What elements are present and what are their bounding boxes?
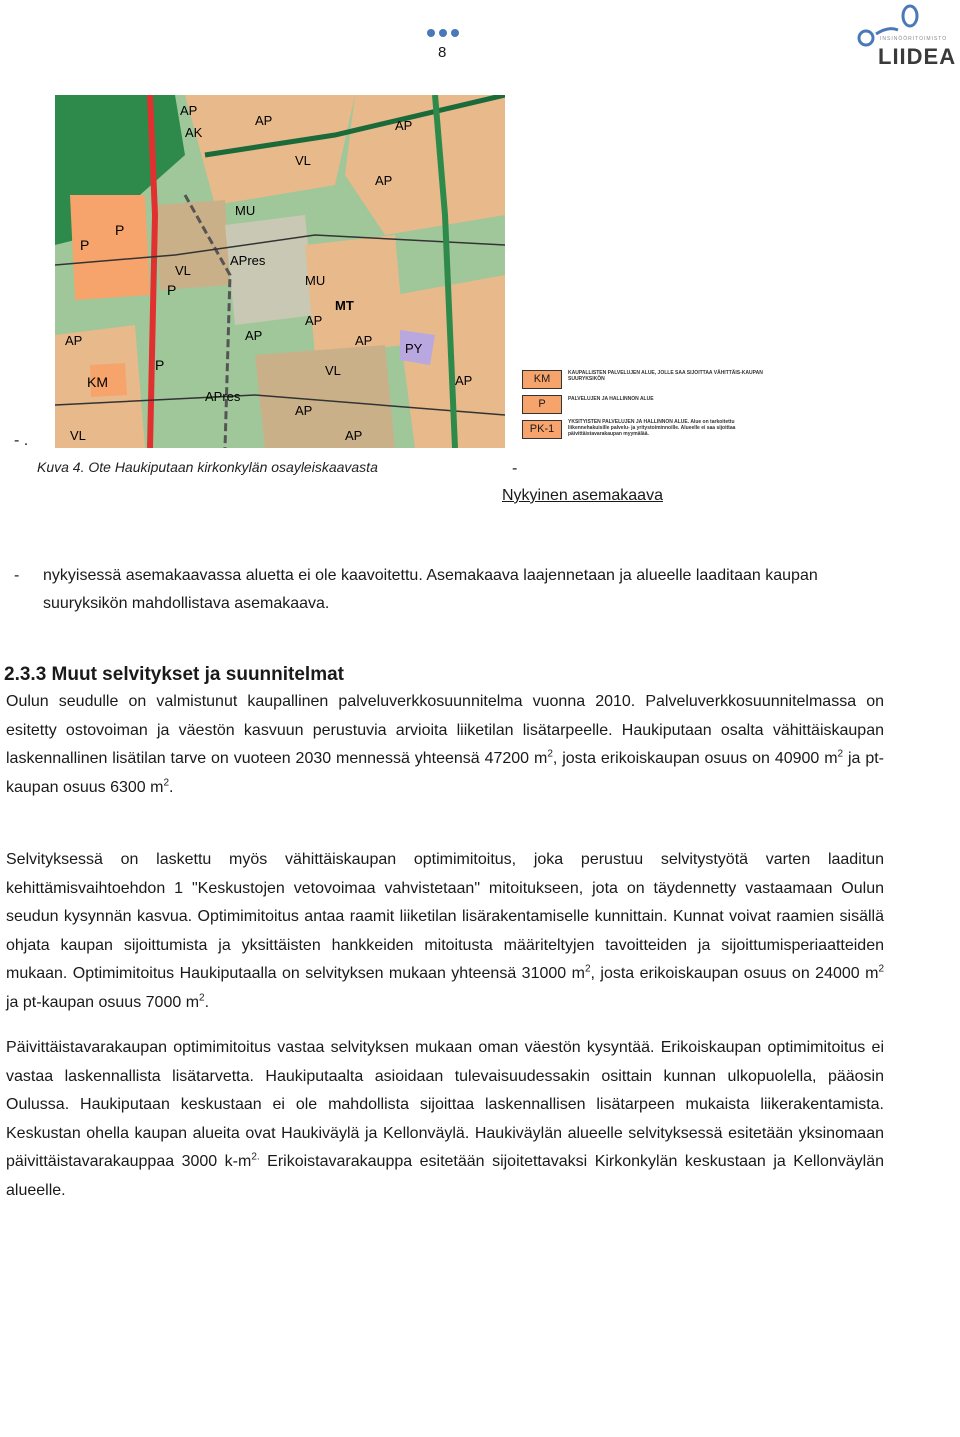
map-label: VL (325, 363, 341, 378)
text-run: Päivittäistavarakaupan optimimitoitus vastaa selvityksen mukaan oman väestön kysyntää. Erikoiskaupan optimimitoitus ei vastaa laskennallista lisätarvetta. Haukiputaalta asioidaan tulevaisuudessakin osittain kunnan ulkopuolella, pääosin Oulussa. Haukiputaan keskustaan ei ole mahdollista sijoittaa laskennallisen lisätarpeen mukaista liikerakentamista. Keskustan ohella kaupan alueita ovat Haukiväylä ja Kellonväylä. Haukiväylän alueelle selvityksessä esitetään yksinomaan päivittäistavarakauppaa 3000 k-m (6, 1039, 884, 1170)
map-label: AP (245, 328, 263, 343)
caption-dash: - (512, 460, 518, 477)
paragraph-3 (6, 1034, 884, 1205)
text-run: Selvityksessä on laskettu myös vähittäiskaupan optimimitoitus, joka perustuu selvitystyötä varten laaditun kehittämisvaihtoehdon 1 "Keskustojen vetovoimaa vahvistetaan" mitoitukseen, jota on täydennetty vastaamaan Oulun seudun kysynnän kasvua. Optimimitoitus antaa raamit liiketilan lisärakentamiselle kunnittain. Kunnat voivat raamien sisällä ohjata kaupan sijoittumista ja yksittäisten hankkeiden mitoitusta määriteltyjen tavoitteiden ja sijoittumisperiaatteiden mukaan. Optimimitoitus Haukiputaalla on selvityksen mukaan yhteensä 31000 m (6, 851, 884, 982)
dot-icon (439, 29, 447, 37)
bullet-item (14, 562, 894, 618)
bullet-marker: - (14, 567, 20, 584)
current-zoning-heading: Nykyinen asemakaava (502, 487, 663, 504)
map-label: P (167, 282, 177, 298)
map-label: AP (345, 428, 363, 443)
legend-code: PK-1 (522, 420, 562, 439)
map-label: MT (335, 298, 354, 313)
page-dots-decoration (427, 24, 467, 34)
zoning-map-image (55, 95, 505, 448)
zoning-map-graphic (55, 95, 505, 448)
map-label: APres (230, 253, 266, 268)
legend-text: YKSITYISTEN PALVELUJEN JA HALLINNON ALUE. Alue on tarkoitettu liikennehakuisille palvelu- ja yritystoiminnoille. Alueelle ei saa sijoittaa päivittäistavarakaupan myymälää. (568, 419, 736, 437)
text-run: . (169, 778, 174, 796)
map-label: PY (405, 341, 423, 356)
text-run: ja pt-kaupan osuus 7000 m (6, 993, 200, 1011)
map-label: AP (395, 118, 413, 133)
text-run: , josta erikoiskaupan osuus on 40900 m (552, 750, 838, 767)
dot-icon (427, 29, 435, 37)
map-label: AK (185, 125, 203, 140)
figure-left-mark: - . (14, 432, 29, 449)
legend-code: KM (522, 370, 562, 389)
text-run: Erikoistavarakauppa esitetään sijoitettavaksi Kirkonkylän keskustaan ja Kellonväylän alueelle. (6, 1153, 884, 1199)
map-label: P (80, 237, 90, 253)
map-label: AP (305, 313, 323, 328)
map-label: APres (205, 389, 241, 404)
page-number: 8 (438, 44, 447, 61)
map-label: VL (295, 153, 311, 168)
legend-text: KAUPALLISTEN PALVELUJEN ALUE, JOLLE SAA SIJOITTAA VÄHITTÄIS-KAUPAN SUURYKSIKÖN (568, 370, 763, 382)
map-label: VL (70, 428, 86, 443)
logo-wordmark: LIIDEA (878, 44, 957, 69)
text-run: . (204, 993, 210, 1011)
company-logo (848, 4, 958, 70)
legend-code: P (522, 395, 562, 414)
paragraph-1 (6, 688, 884, 802)
map-label: AP (355, 333, 373, 348)
map-label: AP (255, 113, 273, 128)
superscript: 2 (199, 992, 205, 1004)
superscript: 2 (547, 748, 553, 760)
dot-icon (451, 29, 459, 37)
map-label: AP (455, 373, 473, 388)
logo-subtext: INSINÖÖRITOIMISTO (880, 36, 948, 42)
text-run: , josta erikoiskaupan osuus on 24000 m (590, 965, 879, 982)
map-label: KM (87, 374, 108, 390)
text-run: Oulun seudulle on valmistunut kaupallinen palveluverkkosuunnitelma vuonna 2010. Palveluverkkosuunnitelmassa on esitetty ostovoiman ja väestön kasvuun perustuvia arvioita liiketilan lisätarpeelle. Haukiputaan osalta vähittäiskaupan laskennallinen lisätilan tarve on vuoteen 2030 mennessä yhteensä 47200 m (6, 693, 884, 767)
map-label: VL (175, 263, 191, 278)
map-legend (522, 362, 772, 442)
map-label: P (115, 222, 125, 238)
map-label: AP (180, 103, 198, 118)
bullet-text: nykyisessä asemakaavassa aluetta ei ole kaavoitettu. Asemakaava laajennetaan ja alueelle laaditaan kaupan suuryksikön mahdollistava asemakaava. (43, 567, 818, 612)
superscript: 2 (837, 748, 844, 760)
map-label: AP (295, 403, 313, 418)
section-title: 2.3.3 Muut selvitykset ja suunnitelmat (4, 664, 344, 685)
paragraph-2 (6, 846, 884, 1017)
legend-text: PALVELUJEN JA HALLINNON ALUE (568, 396, 654, 402)
figure-caption: Kuva 4. Ote Haukiputaan kirkonkylän osayleiskaavasta (37, 459, 378, 475)
map-label: MU (235, 203, 256, 218)
superscript: 2. (251, 1151, 260, 1163)
superscript: 2 (878, 963, 884, 975)
map-label: AP (65, 333, 83, 348)
map-label: AP (375, 173, 393, 188)
text-run: ja pt-kaupan osuus 6300 m (6, 750, 885, 796)
superscript: 2 (163, 777, 170, 789)
map-label: P (155, 357, 165, 373)
superscript: 2 (584, 963, 591, 975)
map-label: MU (305, 273, 326, 288)
